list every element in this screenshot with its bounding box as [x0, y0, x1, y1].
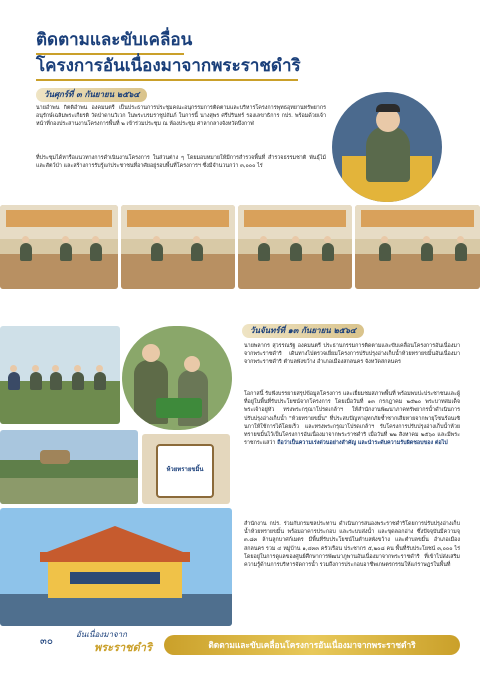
title-underline-1	[36, 53, 184, 55]
sign-caption: ห้วยทรายขมิ้น	[166, 466, 204, 473]
section2-paragraph2	[244, 390, 460, 447]
footer-logo-line1: อันเนื่องมาจาก	[76, 630, 127, 639]
section2-paragraph1: นายพลากร สุวรรณรัฐ องคมนตรี ประธานกรรมการติดตามและขับเคลื่อนโครงการอันเนื่องมาจากพระราชดำริ เดินทางไปตรวจเยี่ยมโครงการปรับปรุงอ่างเก็บน้ำห้วยทรายขมิ้นอันเนื่องมาจากพระราชดำริ ตำบลพังขว้าง อำเภอเมืองสกลนคร จังหวัดสกลนคร	[244, 343, 460, 366]
portrait-photo-circle	[332, 92, 442, 202]
footer-logo-line2: พระราชดำริ	[94, 641, 152, 654]
meeting-photo-4	[355, 205, 480, 289]
section2-date: วันจันทร์ที่ ๑๓ กันยายน ๒๕๖๔	[242, 324, 364, 338]
inspection-photo-circle	[122, 326, 232, 430]
sign-photo	[142, 434, 230, 504]
footer-bar-text: ติดตามและขับเคลื่อนโครงการอันเนื่องมาจากพระราชดำริ	[208, 640, 416, 650]
section2-paragraph2-body: โอกาสนี้ รับฟังบรรยายสรุปข้อมูลโครงการ และเยี่ยมชมสภาพพื้นที่ พร้อมพบปะประชาชนและผู้ที่อยู่ในพื้นที่รับประโยชน์จากโครงการ โดยเมื่อวันที่ ๑๓ กรกฎาคม ๒๕๒๐ พระบาทสมเด็จพระเจ้าอยู่หัว ทรงพระกรุณาโปรดเกล้าฯ ให้สำนักงานพัฒนาภาคทรัพยากรน้ำดำเนินการปรับปรุงอ่างเก็บน้ำ "ห้วยทรายขมิ้น" ที่ประสบปัญหาอุทกภัยซ้ำซากเสียหายจากพายุโซนร้อนเซินกาให้ใช้การได้โดยเร็ว และทรงพระกรุณาโปรดเกล้าฯ รับโครงการปรับปรุงอ่างเก็บน้ำห้วยทรายขมิ้นไว้เป็นโครงการอันเนื่องมาจากพระราชดำริ เมื่อวันที่ ๒๒ สิงหาคม ๒๕๖๐ และมีพระราชกระแสว่า	[244, 391, 460, 447]
portrait-figure	[366, 126, 410, 182]
section2-paragraph3: สำนักงาน กปร. ร่วมกับกรมชลประทาน ดำเนินการสนองพระราชดำริโดยการปรับปรุงอ่างเก็บน้ำห้วยทรายขมิ้น พร้อมอาคารประกอบ และระบบส่งน้ำ และขุดลอกอ่าง ซึ่งปัจจุบันมีความจุ ๓.๘๓ ล้านลูกบาศก์เมตร มีพื้นที่รับประโยชน์ในตำบลพังขว้าง และตำบลขมิ้น อำเภอเมืองสกลนคร รวม ๔ หมู่บ้าน ๑,๔๓๓ ครัวเรือน ประชากร ๕,๒๐๘ คน พื้นที่รับประโยชน์ ๓,๐๐๐ ไร่ โดยอยู่ในการดูแลของศูนย์ศึกษาการพัฒนาภูพานอันเนื่องมาจากพระราชดำริ ที่เข้าไปส่งเสริมความรู้ด้านการบริหารจัดการน้ำ รวมถึงการประกอบอาชีพเกษตรกรรมให้แก่ราษฎรในพื้นที่	[244, 521, 460, 569]
portrait-hair	[376, 104, 400, 112]
section2-paragraph2-emphasis: ถือว่าเป็นความเร่งด่วนอย่างสำคัญ และนำระดับความรับผิดชอบของ	[277, 440, 434, 447]
section1-date: วันศุกร์ที่ ๓ กันยายน ๒๕๖๔	[36, 88, 147, 102]
section1-paragraph2: ที่ประชุมได้หารือแนวทางการดำเนินงานโครงการ ในส่วนต่าง ๆ โดยมอบหมายให้มีการสำรวจพื้นที่ สำรวจธรรมชาติ พันธุ์ไม้และสัตว์ป่า และสร้างการรับรู้แก่ประชาชนที่อาศัยอยู่รอบพื้นที่โครงการฯ ซึ่งมีจำนวนกว่า ๓,๐๐๐ ไร่	[36, 155, 326, 170]
section2-paragraph2-end: ต่อไป	[434, 440, 448, 447]
page-title-line2: โครงการอันเนื่องมาจากพระราชดำริ	[36, 56, 301, 76]
page-title-line1: ติดตามและขับเคลื่อน	[36, 30, 193, 50]
pavilion-photo	[0, 508, 232, 626]
reservoir-photo	[0, 430, 138, 504]
page-number: ๓๐	[40, 636, 53, 647]
field-visit-photo	[0, 326, 120, 424]
title-underline-2	[36, 79, 298, 81]
meeting-photo-2	[121, 205, 235, 289]
meeting-photo-1	[0, 205, 118, 289]
meeting-photo-3	[238, 205, 352, 289]
section1-paragraph1: นายอำพน กิตติอำพน องคมนตรี เป็นประธานการประชุมคณะอนุกรรมการติดตามและบริหารโครงการพุทธอุทยานทรัพยากรอนุรักษ์เฉลิมพระเกียรติ วัดป่าดานวิเวก ในพระบรมราชูปถัมภ์ ในการนี้ นางสุพร ศรีปรินทร์ รองเลขาธิการ กปร. พร้อมด้วยเจ้าหน้าที่กองประสานงานโครงการพื้นที่ ๒ เข้าร่วมประชุม ณ ห้องประชุม ศาลากลางจังหวัดบึงกาฬ	[36, 105, 326, 128]
